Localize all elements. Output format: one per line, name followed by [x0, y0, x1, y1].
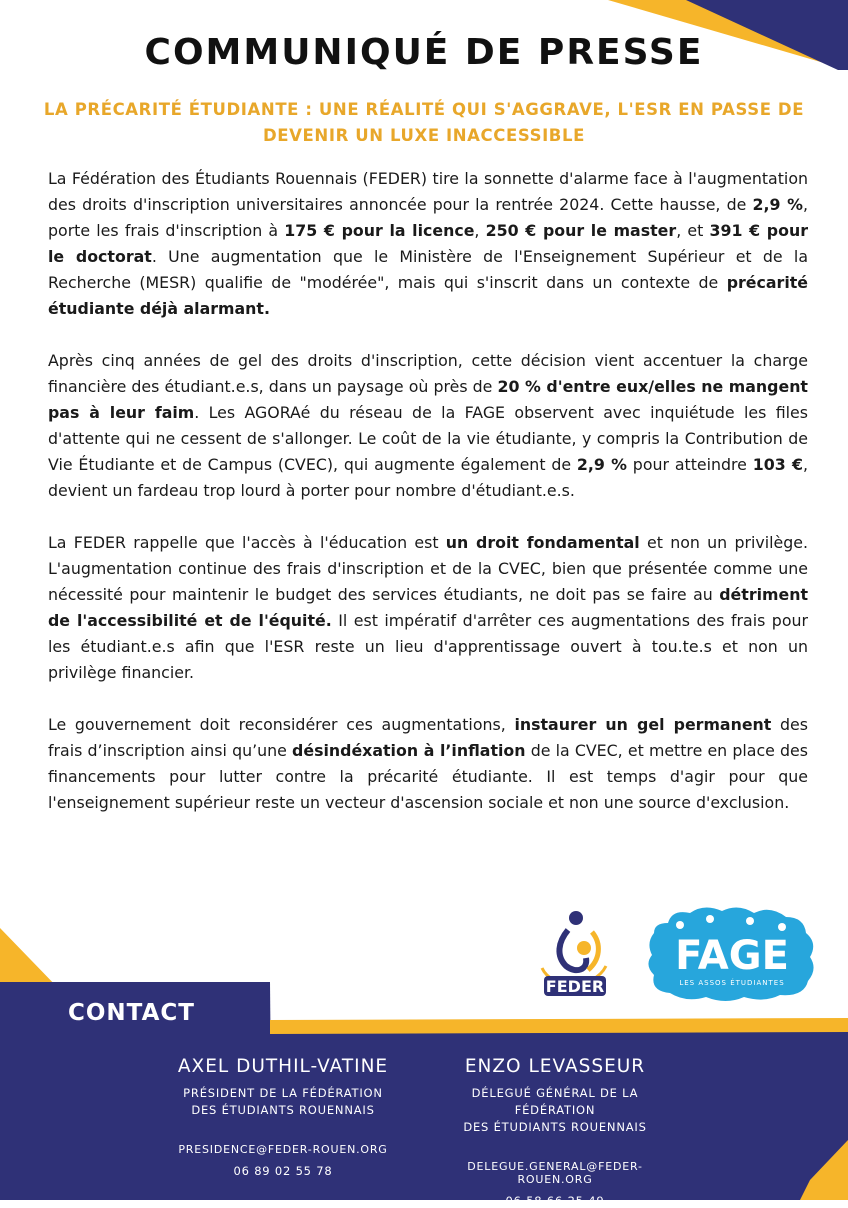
text: Il est impératif d'arrêter ces augmentations des frais pour les étudiant.e.s afin que l'ESR reste un lieu d'apprentissage ouvert à tou.te.s et non un privilège financier.	[48, 611, 808, 682]
contact-phone[interactable]: 06 89 02 55 78	[233, 1164, 333, 1178]
paragraph-2	[48, 348, 808, 504]
fage-tagline: LES ASSOS ÉTUDIANTES	[679, 979, 785, 987]
emphasis: 175 € pour la licence	[284, 221, 475, 240]
text: . Une augmentation que le Ministère de l'Enseignement Supérieur et de la Recherche (MESR) qualifie de "modérée", mais qui s'inscrit dans un contexte de	[48, 247, 808, 292]
emphasis: détriment de l'accessibilité et de l'équité.	[48, 585, 808, 630]
text: pour atteindre	[627, 455, 753, 474]
text: et non un privilège. L'augmentation continue des frais d'inscription et de la CVEC, bien que présentée comme une nécessité pour maintenir le budget des services étudiants, ne doit pas se faire au	[48, 533, 808, 604]
contact-role-line-2: DES ÉTUDIANTS ROUENNAIS	[463, 1120, 647, 1134]
text: . Les AGORAé du réseau de la FAGE observent avec inquiétude les files d'attente qui ne cessent de s'allonger. Le coût de la vie étudiante, y compris la Contribution de Vie Étudiante et de Campus (CVEC), qui augmente également de	[48, 403, 808, 474]
text: des frais d’inscription ainsi qu’une	[48, 715, 808, 760]
emphasis: instaurer un gel permanent	[514, 715, 772, 734]
logo-dot	[569, 911, 583, 925]
emphasis: 250 € pour le master	[485, 221, 677, 240]
contact-name: ENZO LEVASSEUR	[464, 1056, 646, 1077]
page-subtitle	[40, 97, 808, 149]
contact-heading: CONTACT	[68, 1000, 195, 1026]
paragraph-3	[48, 530, 808, 686]
contact-role-line-1: PRÉSIDENT DE LA FÉDÉRATION	[183, 1086, 383, 1100]
fage-logo-text: FAGE	[675, 933, 789, 979]
fage-logo	[640, 903, 820, 1007]
paragraph-4	[48, 712, 808, 816]
text: , porte les frais d'inscription à	[48, 195, 808, 240]
emphasis: 2,9 %	[576, 455, 627, 474]
emphasis: 2,9 %	[752, 195, 803, 214]
contact-phone[interactable]: 06 58 66 25 49	[505, 1194, 605, 1208]
emphasis: désindéxation à l’inflation	[292, 741, 526, 760]
text: de la CVEC, et mettre en place des financements pour lutter contre la précarité étudiante. Il est temps d'agir pour que l'enseignement supérieur reste un vecteur d'ascension sociale et non une source d'exclusion.	[48, 741, 808, 812]
contact-name: AXEL DUTHIL-VATINE	[177, 1056, 389, 1077]
emphasis: un droit fondamental	[445, 533, 640, 552]
paragraph-1	[48, 166, 808, 322]
text: ,	[474, 221, 486, 240]
press-release-body	[48, 166, 808, 842]
text: , devient un fardeau trop lourd à porter pour nombre d'étudiant.e.s.	[48, 455, 809, 500]
subtitle-line-1: LA PRÉCARITÉ ÉTUDIANTE : UNE RÉALITÉ QUI S'AGGRAVE, L'ESR EN PASSE DE	[43, 100, 805, 119]
page-title: COMMUNIQUÉ DE PRESSE	[144, 32, 704, 73]
contact-person-2	[430, 1056, 680, 1208]
contact-email[interactable]: PRESIDENCE@FEDER-ROUEN.ORG	[178, 1143, 388, 1156]
contact-person-1	[166, 1056, 400, 1178]
feder-logo	[522, 908, 622, 1004]
emphasis: 103 €	[752, 455, 803, 474]
text: La FEDER rappelle que l'accès à l'éducation est	[48, 533, 446, 552]
contact-email[interactable]: DELEGUE.GENERAL@FEDER-ROUEN.ORG	[467, 1160, 643, 1186]
emphasis: 20 % d'entre eux/elles ne mangent pas à leur faim	[48, 377, 808, 422]
text: Le gouvernement doit reconsidérer ces augmentations,	[48, 715, 515, 734]
feder-logo-text: FEDER	[545, 977, 605, 996]
contact-role-line-2: DES ÉTUDIANTS ROUENNAIS	[191, 1103, 375, 1117]
emphasis: précarité étudiante déjà alarmant.	[48, 273, 808, 318]
text: La Fédération des Étudiants Rouennais (FEDER) tire la sonnette d'alarme face à l'augmentation des droits d'inscription universitaires annoncée pour la rentrée 2024. Cette hausse, de	[48, 169, 808, 214]
contact-role-line-1: DÉLEGUÉ GÉNÉRAL DE LA FÉDÉRATION	[471, 1086, 639, 1117]
text: , et	[676, 221, 710, 240]
text: Après cinq années de gel des droits d'inscription, cette décision vient accentuer la charge financière des étudiant.e.s, dans un paysage où près de	[48, 351, 808, 396]
subtitle-line-2: DEVENIR UN LUXE INACCESSIBLE	[263, 126, 585, 145]
emphasis: 391 € pour le doctorat	[48, 221, 808, 266]
